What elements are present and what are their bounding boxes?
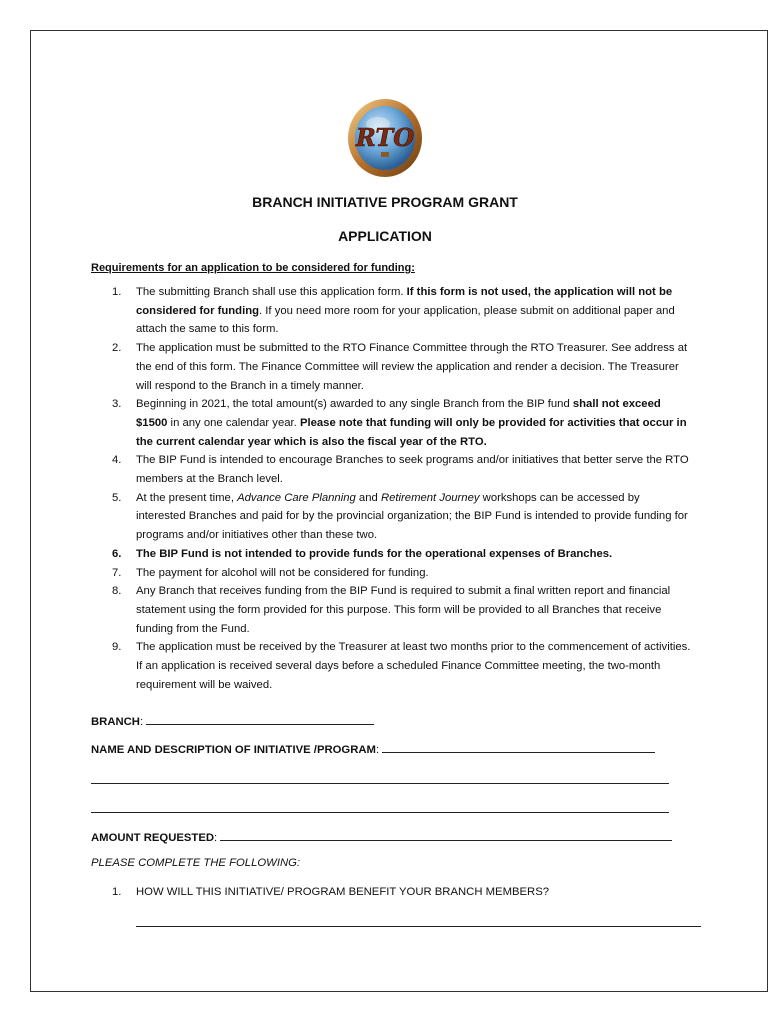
requirement-italic-text: Advance Care Planning — [237, 491, 356, 504]
requirement-text: The payment for alcohol will not be considered for funding. — [136, 566, 429, 579]
requirement-text: The BIP Fund is intended to encourage Branches to seek programs and/or initiatives that better serve the RTO members at the Branch level. — [136, 454, 689, 486]
instructions-text: PLEASE COMPLETE THE FOLLOWING: — [91, 857, 301, 869]
requirement-text: At the present time, — [136, 491, 238, 504]
field-colon: : — [375, 744, 383, 756]
requirement-text: and — [355, 491, 381, 504]
question-number: 1. — [112, 886, 122, 898]
requirement-number: 7. — [112, 566, 122, 579]
branch-field-row — [91, 713, 374, 728]
requirement-text: The application must be submitted to the RTO Finance Committee through the RTO Treasurer. See address at the end of this form. The Finance Committee will review the application and render a decision. The Treasurer will respond to the Branch in a timely manner. — [136, 342, 688, 392]
program-field-row — [91, 741, 655, 756]
amount-field-row — [91, 829, 672, 844]
question-text: HOW WILL THIS INITIATIVE/ PROGRAM BENEFIT YOUR BRANCH MEMBERS? — [136, 886, 550, 898]
requirement-text: The BIP Fund is not intended to provide funds for the operational expenses of Branches. — [136, 547, 613, 560]
requirement-text: Beginning in 2021, the total amount(s) awarded to any single Branch from the BIP fund — [136, 398, 573, 411]
requirement-item — [91, 545, 691, 564]
form-title: BRANCH INITIATIVE PROGRAM GRANT — [252, 194, 518, 210]
requirement-number: 4. — [112, 454, 122, 467]
requirement-item — [91, 283, 691, 339]
branch-input-line[interactable] — [146, 713, 374, 725]
requirement-number: 1. — [112, 286, 122, 298]
requirement-item — [91, 489, 691, 545]
branch-label: BRANCH — [91, 716, 140, 728]
program-label: NAME AND DESCRIPTION OF INITIATIVE /PROGRAM — [91, 744, 376, 756]
requirement-number: 8. — [112, 585, 122, 598]
requirement-item — [91, 564, 691, 583]
requirement-bold-text: If this form is not used, the application will not be considered for funding — [136, 286, 673, 317]
requirement-text: in any one calendar year. — [167, 416, 300, 429]
requirement-item — [91, 395, 691, 451]
requirement-number: 2. — [112, 342, 122, 355]
requirement-number: 5. — [112, 491, 122, 504]
amount-label: AMOUNT REQUESTED — [91, 832, 215, 844]
requirement-item — [91, 582, 691, 638]
question-1 — [112, 886, 549, 898]
requirement-italic-text: Retirement Journey — [380, 491, 480, 504]
rto-logo — [346, 96, 424, 178]
amount-input-line[interactable] — [220, 829, 672, 841]
requirement-text: The submitting Branch shall use this application form. — [136, 286, 407, 298]
requirements-list — [91, 283, 691, 694]
form-subtitle: APPLICATION — [338, 228, 432, 244]
requirement-number: 3. — [112, 398, 122, 411]
requirement-item — [91, 339, 691, 395]
field-colon: : — [214, 832, 221, 844]
requirement-bold-text: shall not exceed $1500 — [136, 398, 661, 429]
logo-text: RTO — [355, 123, 415, 152]
program-input-line-2[interactable] — [91, 783, 669, 784]
program-input-line[interactable] — [382, 741, 655, 753]
requirement-text: . If you need more room for your application, please submit on additional paper and attach the same to this form. — [136, 304, 675, 336]
requirement-item — [91, 451, 691, 488]
requirement-text: The application must be received by the Treasurer at least two months prior to the commencement of activities. If an application is received several days before a scheduled Finance Committee meeting, the two-month requirement will be waived. — [136, 641, 691, 691]
requirements-heading: Requirements for an application to be considered for funding: — [91, 262, 415, 274]
requirement-number: 6. — [112, 547, 122, 560]
program-input-line-3[interactable] — [91, 812, 669, 813]
requirement-bold-text: Please note that funding will only be provided for activities that occur in the current calendar year which is also the fiscal year of the RTO. — [136, 416, 687, 448]
requirement-text: workshops can be accessed by interested Branches and paid for by the provincial organization; the BIP Fund is intended to provide funding for programs and/or initiatives other than these two. — [136, 491, 688, 542]
requirement-item — [91, 638, 691, 694]
requirement-text: Any Branch that receives funding from the BIP Fund is required to submit a final written report and financial statement using the form provided for this purpose. This form will be provided to all Branches that receive funding from the Fund. — [136, 585, 671, 635]
question-1-answer-line[interactable] — [136, 926, 701, 927]
requirement-number: 9. — [112, 641, 122, 654]
field-colon: : — [139, 716, 147, 728]
